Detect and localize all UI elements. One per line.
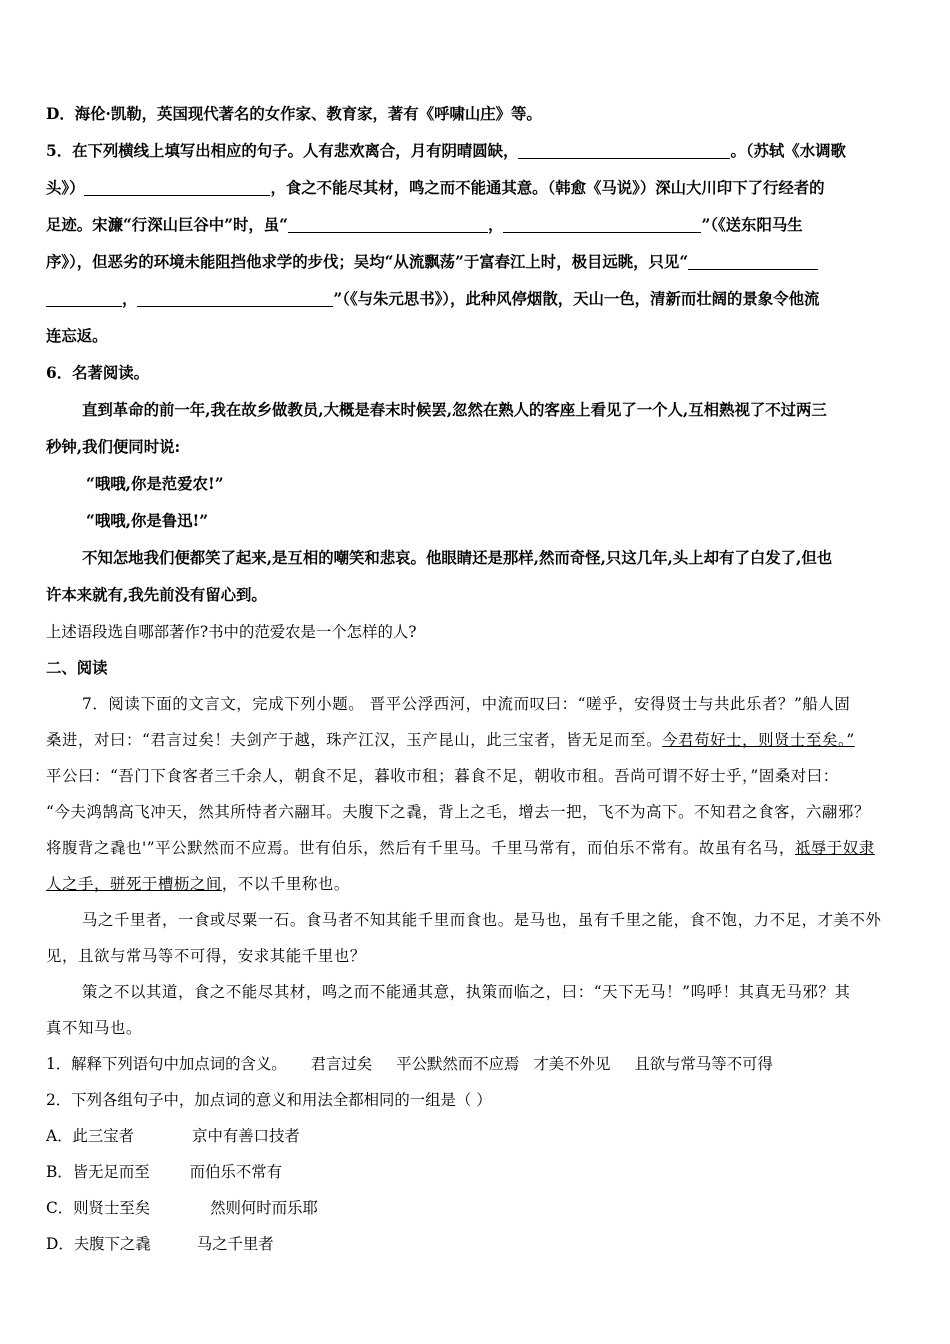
- fill-blank-6[interactable]: [137, 286, 333, 307]
- option-b-line: [46, 1154, 906, 1190]
- subq2-line: [46, 1082, 906, 1118]
- q5-text-4: 序》），但恶劣的环境未能阻挡他求学的步伐；吴均“从流飘荡”于富春江上时，极目远眺，只见“: [46, 253, 689, 271]
- passage-text-4: “哦哦,你是鲁迅!”: [86, 512, 209, 530]
- q5-text-1: 5．在下列横线上填写出相应的句子。人有悲欢离合，月有阴晴圆缺，: [46, 142, 519, 160]
- fill-blank-4[interactable]: [503, 212, 701, 233]
- subq2-label: 2．下列各组句子中，加点词的意义和用法全都相同的一组是（ ）: [46, 1091, 492, 1109]
- q7-text-5: 将腹背之毳也'”平公默然而不应焉。世有伯乐，然后有千里马。千里马常有，而伯乐不常有。故虽有名马，: [46, 839, 795, 857]
- q7-text-2: 桑进，对曰：“君言过矣！夫剑产于越，珠产江汉，玉产昆山，此三宝者，皆无足而至。: [46, 731, 663, 749]
- q6-heading: 6．名著阅读。: [46, 364, 150, 382]
- section-2-line: [46, 650, 906, 686]
- mashuo-line-3: [46, 974, 906, 1010]
- option-d2-right: 马之千里者: [196, 1235, 274, 1253]
- q5-line-5: [46, 281, 906, 318]
- q5-text-5-end: ”（《与朱元思书》），此种风停烟散，天山一色，清新而壮阔的景象令他流: [333, 290, 820, 308]
- passage-text-6: 许本来就有,我先前没有留心到。: [46, 586, 267, 604]
- document-page: [46, 96, 906, 1262]
- q5-text-3-mid: ，: [488, 216, 504, 234]
- q7-line-4: [46, 794, 906, 830]
- q7-underlined-1: 今君苟好士，则贤士至矣。”: [662, 731, 855, 749]
- subq1-line: [46, 1046, 906, 1082]
- option-c-line: [46, 1190, 906, 1226]
- option-d2-left: D．夫腹下之毳: [46, 1235, 151, 1253]
- q6-question: 上述语段选自哪部著作?书中的范爱农是一个怎样的人?: [46, 623, 417, 641]
- q6-question-line: [46, 614, 906, 650]
- fill-blank-1[interactable]: [518, 138, 730, 159]
- q7-text-1: 7．阅读下面的文言文，完成下列小题。 晋平公浮西河，中流而叹曰：“嗟乎，安得贤士与共此乐者？”船人固: [82, 695, 851, 713]
- q7-underlined-3: 人之手，骈死于槽枥之间: [46, 875, 222, 893]
- mashuo-text-2: 见，且欲与常马等不可得，安求其能千里也？: [46, 947, 366, 965]
- q7-underlined-2: 祗辱于奴隶: [794, 839, 875, 857]
- q5-line-2: [46, 170, 906, 207]
- q5-text-3: 足迹。宋濂“行深山巨谷中”时，虽“: [46, 216, 289, 234]
- q5-text-3-end: ”（《送东阳马生: [701, 216, 803, 234]
- option-b-right: 而伯乐不常有: [189, 1163, 283, 1181]
- mashuo-text-1: 马之千里者，一食或尽粟一石。食马者不知其能千里而食也。是马也，虽有千里之能，食不饱，力不足，才美不外: [82, 911, 882, 929]
- q7-line-3: [46, 758, 906, 794]
- fill-blank-2[interactable]: [84, 175, 270, 196]
- q7-line-5: [46, 830, 906, 866]
- passage-line-4: [46, 503, 906, 540]
- fill-blank-5-cont[interactable]: [46, 286, 122, 307]
- q5-text-5-mid: ，: [122, 290, 138, 308]
- subq1-item-3: 才美不外见: [533, 1055, 611, 1073]
- passage-line-1: [46, 392, 906, 429]
- mashuo-line-2: [46, 938, 906, 974]
- option-c-right: 然则何时而乐耶: [210, 1199, 318, 1217]
- option-b-left: B．皆无足而至: [46, 1163, 150, 1181]
- q5-text-2-start: 头》）: [46, 179, 85, 197]
- option-a-line: [46, 1118, 906, 1154]
- option-d2-line: [46, 1226, 906, 1262]
- q5-line-3: [46, 207, 906, 244]
- subq1-item-4: 且欲与常马等不可得: [634, 1055, 773, 1073]
- passage-text-2: 秒钟,我们便同时说:: [46, 438, 181, 456]
- passage-text-1: 直到革命的前一年,我在故乡做教员,大概是春末时候罢,忽然在熟人的客座上看见了一个人,互相熟视了不过两三: [82, 401, 827, 419]
- q6-line: [46, 355, 906, 392]
- option-a-left: A．此三宝者: [46, 1127, 135, 1145]
- q5-text-6: 连忘返。: [46, 327, 108, 345]
- q7-line-1: [46, 686, 906, 722]
- passage-line-3: [46, 466, 906, 503]
- q5-line-1: [46, 133, 906, 170]
- q5-text-1-end: 。（苏轼《水调歌: [730, 142, 846, 160]
- mashuo-text-3: 策之不以其道，食之不能尽其材，鸣之而不能通其意，执策而临之，曰：“天下无马！”呜呼！其真无马邪？其: [82, 983, 851, 1001]
- q7-line-2: [46, 722, 906, 758]
- passage-text-3: “哦哦,你是范爱农!”: [86, 475, 224, 493]
- passage-text-5: 不知怎地我们便都笑了起来,是互相的嘲笑和悲哀。他眼睛还是那样,然而奇怪,只这几年,头上却有了白发了,但也: [82, 549, 833, 567]
- q7-text-4: “今夫鸿鹄高飞冲天，然其所恃者六翮耳。夫腹下之毳，背上之毛，增去一把，飞不为高下。不知君之食客，六翮邪？: [46, 803, 870, 821]
- option-a-right: 京中有善口技者: [192, 1127, 300, 1145]
- section-2-heading: 二、阅读: [46, 659, 108, 677]
- mashuo-line-1: [46, 902, 906, 938]
- option-d-text: D．海伦·凯勒，英国现代著名的女作家、教育家，著有《呼啸山庄》等。: [46, 105, 542, 123]
- mashuo-line-4: [46, 1010, 906, 1046]
- subq1-item-2: 平公默然而不应焉: [396, 1055, 520, 1073]
- passage-line-6: [46, 577, 906, 614]
- mashuo-text-4: 真不知马也。: [46, 1019, 142, 1037]
- passage-line-5: [46, 540, 906, 577]
- q5-line-4: [46, 244, 906, 281]
- fill-blank-3[interactable]: [288, 212, 488, 233]
- q7-line-6: [46, 866, 906, 902]
- q5-line-6: [46, 318, 906, 355]
- q7-text-3: 平公曰：“吾门下食客者三千余人，朝食不足，暮收市租；暮食不足，朝收市租。吾尚可谓不好士乎，”固桑对曰：: [46, 767, 839, 785]
- q7-text-6: ，不以千里称也。: [221, 875, 350, 893]
- subq1-item-1: 君言过矣: [310, 1055, 373, 1073]
- q5-text-2-end: ，食之不能尽其材，鸣之而不能通其意。（韩愈《马说》）深山大川印下了行经者的: [270, 179, 825, 197]
- option-d-line: [46, 96, 906, 133]
- subq1-label: 1．解释下列语句中加点词的含义。: [46, 1055, 287, 1073]
- option-c-left: C．则贤士至矣: [46, 1199, 151, 1217]
- passage-line-2: [46, 429, 906, 466]
- fill-blank-5[interactable]: [688, 249, 818, 270]
